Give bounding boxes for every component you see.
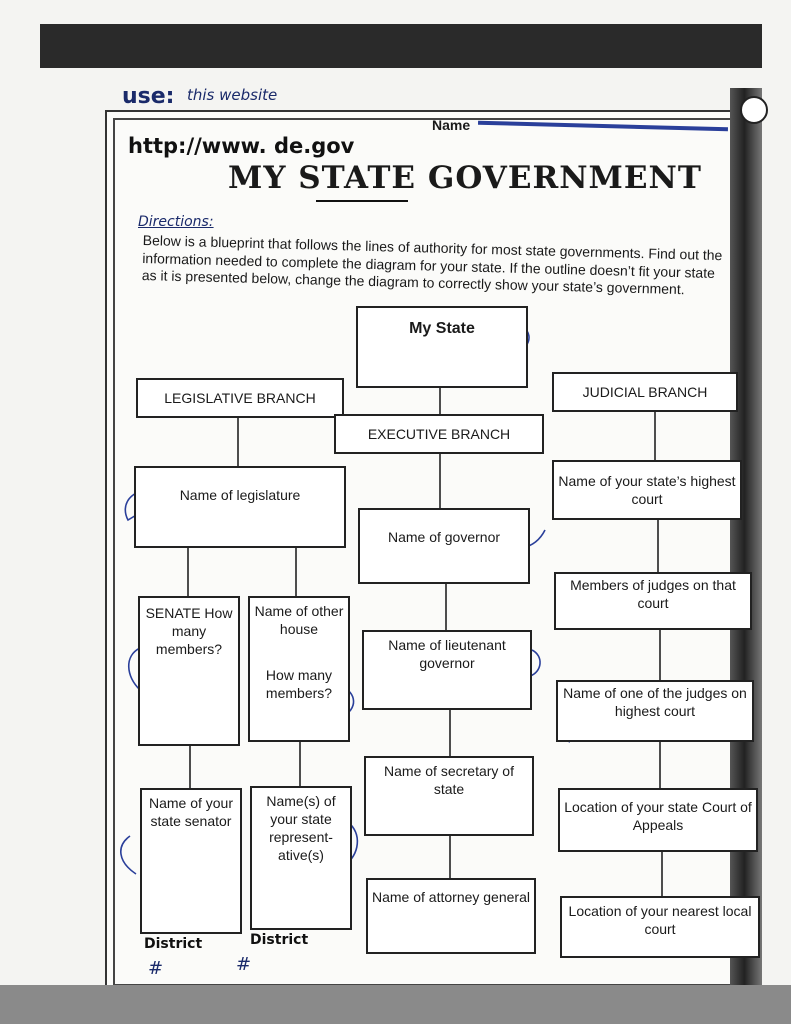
name-label: Name xyxy=(432,117,471,133)
executive-branch-header: EXECUTIVE BRANCH xyxy=(334,414,544,454)
scan-bottom-bar xyxy=(0,985,791,1024)
district-number-1: # xyxy=(148,958,164,979)
local-court-box[interactable]: Location of your nearest local court xyxy=(560,896,760,958)
directions-text: Below is a blueprint that follows the lines of authority for most state governments. Find out the information needed to complete the diagram for your state. If the outline doesn’t fit your state as it is presented below, change the diagram to correctly show your state’s government. xyxy=(141,232,723,298)
my-state-box: My State xyxy=(356,306,528,388)
secretary-of-state-box[interactable]: Name of secretary of state xyxy=(364,756,534,836)
state-representative-box[interactable]: Name(s) of your state represent- ative(s) xyxy=(250,786,352,930)
one-judge-box[interactable]: Name of one of the judges on highest court xyxy=(556,680,754,742)
website-url: http://www. de.gov xyxy=(128,134,355,158)
court-of-appeals-box[interactable]: Location of your state Court of Appeals xyxy=(558,788,758,852)
directions-label: Directions: xyxy=(138,214,214,230)
other-house-box[interactable] xyxy=(248,596,350,742)
attorney-general-box[interactable]: Name of attorney general xyxy=(366,878,536,954)
this-website-note: this website xyxy=(187,86,278,104)
district-number-2: # xyxy=(236,954,252,975)
judicial-branch-header: JUDICIAL BRANCH xyxy=(552,372,738,412)
lieutenant-governor-box[interactable]: Name of lieutenant governor xyxy=(362,630,532,710)
governor-box[interactable]: Name of governor xyxy=(358,508,530,584)
legislature-name-box[interactable]: Name of legislature xyxy=(134,466,346,548)
state-senator-box[interactable]: Name of your state senator xyxy=(140,788,242,934)
district-label-2: District xyxy=(250,932,309,948)
highest-court-box[interactable]: Name of your state’s highest court xyxy=(552,460,742,520)
legislative-branch-header: LEGISLATIVE BRANCH xyxy=(136,378,344,418)
use-label: use: xyxy=(122,84,175,109)
other-house-members-label: How many members? xyxy=(265,667,333,701)
page-title: MY STATE GOVERNMENT xyxy=(228,160,702,196)
other-house-name-label: Name of other house xyxy=(254,603,344,637)
senate-members-box[interactable]: SENATE How many members? xyxy=(138,596,240,746)
district-label-1: District xyxy=(144,936,203,952)
judges-members-box[interactable]: Members of judges on that court xyxy=(554,572,752,630)
